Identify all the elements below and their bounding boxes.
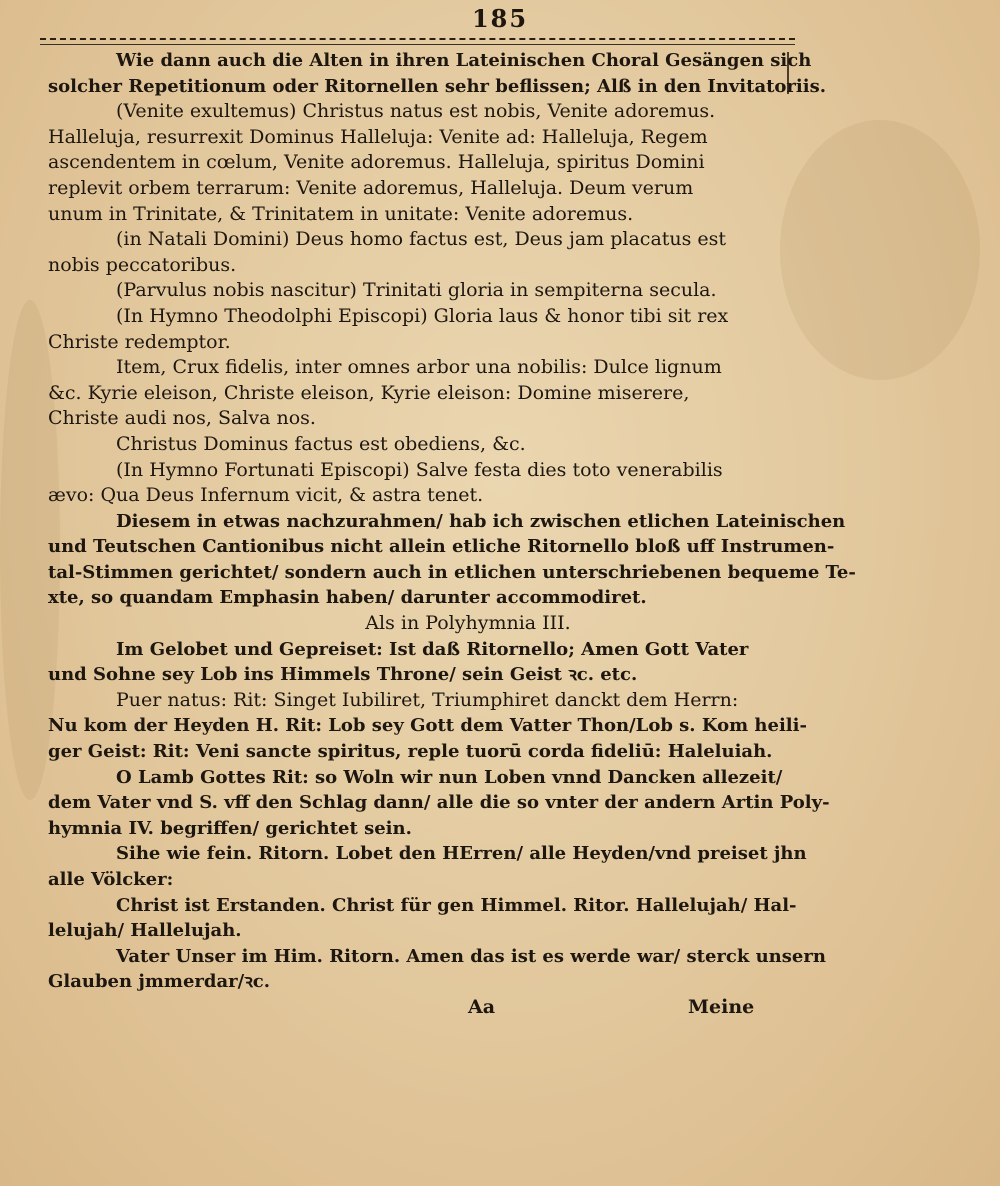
text-line: ascendentem in cœlum, Venite adoremus. Halleluja, spiritus Domini	[48, 151, 705, 174]
text-line: Wie dann auch die Alten in ihren Lateinischen Choral Gesängen sich	[116, 50, 812, 71]
catchword: Meine	[688, 996, 755, 1018]
text-line: (Parvulus nobis nascitur) Trinitati gloria in sempiterna secula.	[116, 279, 717, 302]
text-line: und Teutschen Cantionibus nicht allein etliche Ritornello bloß uff Instrumen-	[48, 536, 835, 558]
text-line: dem Vater vnd S. vff den Schlag dann/ alle die so vnter der andern Artin Poly-	[48, 792, 830, 814]
text-line: Halleluja, resurrexit Dominus Halleluja: Venite ad: Halleluja, Regem	[48, 125, 708, 148]
text-line: Nu kom der Heyden H. Rit: Lob sey Gott dem Vatter Thon/Lob s. Kom heili-	[48, 715, 807, 737]
body-text	[48, 48, 856, 995]
text-line: unum in Trinitate, & Trinitatem in unitate: Venite adoremus.	[48, 202, 634, 225]
text-line: ævo: Qua Deus Infernum vicit, & astra tenet.	[48, 484, 484, 507]
text-line: (In Hymno Fortunati Episcopi) Salve festa dies toto venerabilis	[116, 458, 723, 481]
text-line: replevit orbem terrarum: Venite adoremus, Halleluja. Deum verum	[48, 176, 694, 199]
text-line: Christ ist Erstanden. Christ für gen Himmel. Ritor. Hallelujah/ Hal-	[116, 894, 797, 916]
section-heading: Als in Polyhymnia III.	[365, 612, 571, 635]
text-line: Glauben jmmerdar/ꝛc.	[48, 971, 270, 993]
text-line: Item, Crux fidelis, inter omnes arbor una nobilis: Dulce lignum	[116, 356, 722, 379]
text-line: Im Gelobet und Gepreiset: Ist daß Ritornello; Amen Gott Vater	[116, 638, 749, 660]
text-line: xte, so quandam Emphasin haben/ darunter accommodiret.	[48, 587, 647, 609]
text-line: und Sohne sey Lob ins Himmels Throne/ sein Geist ꝛc. etc.	[48, 664, 638, 686]
header-rule	[40, 44, 795, 45]
text-line: ger Geist: Rit: Veni sancte spiritus, reple tuorū corda fideliū: Haleluiah.	[48, 741, 773, 763]
text-line: Christe redemptor.	[48, 330, 231, 353]
text-line: &c. Kyrie eleison, Christe eleison, Kyrie eleison: Domine miserere,	[48, 381, 690, 404]
page-number: 185	[471, 4, 529, 33]
text-line: Puer natus: Rit: Singet Iubiliret, Triumphiret danckt dem Herrn:	[116, 688, 739, 711]
text-line: tal-Stimmen gerichtet/ sondern auch in etlichen unterschriebenen bequeme Te-	[48, 561, 856, 583]
text-line: Sihe wie fein. Ritorn. Lobet den HErren/ alle Heyden/vnd preiset jhn	[116, 843, 807, 865]
text-line: (Venite exultemus) Christus natus est nobis, Venite adoremus.	[116, 100, 716, 123]
text-line: Christus Dominus factus est obediens, &c.	[116, 432, 526, 455]
text-line: nobis peccatoribus.	[48, 253, 237, 276]
text-line: O Lamb Gottes Rit: so Woln wir nun Loben vnnd Dancken allezeit/	[116, 766, 783, 788]
paper-stain	[780, 120, 980, 380]
text-line: Diesem in etwas nachzurahmen/ hab ich zwischen etlichen Lateinischen	[116, 510, 846, 532]
text-line: lelujah/ Hallelujah.	[48, 920, 242, 942]
text-line: Vater Unser im Him. Ritorn. Amen das ist es werde war/ sterck unsern	[116, 945, 826, 967]
text-line: Christe audi nos, Salva nos.	[48, 407, 316, 430]
text-line: hymnia IV. begriffen/ gerichtet sein.	[48, 817, 412, 839]
header-rule	[40, 38, 795, 40]
signature-mark: Aa	[468, 996, 496, 1018]
text-line: alle Völcker:	[48, 869, 174, 890]
text-line: solcher Repetitionum oder Ritornellen sehr beflissen; Alß in den Invitatoriis.	[48, 75, 826, 97]
text-line: (in Natali Domini) Deus homo factus est, Deus jam placatus est	[116, 228, 727, 251]
text-line: (In Hymno Theodolphi Episcopi) Gloria laus & honor tibi sit rex	[116, 304, 729, 327]
